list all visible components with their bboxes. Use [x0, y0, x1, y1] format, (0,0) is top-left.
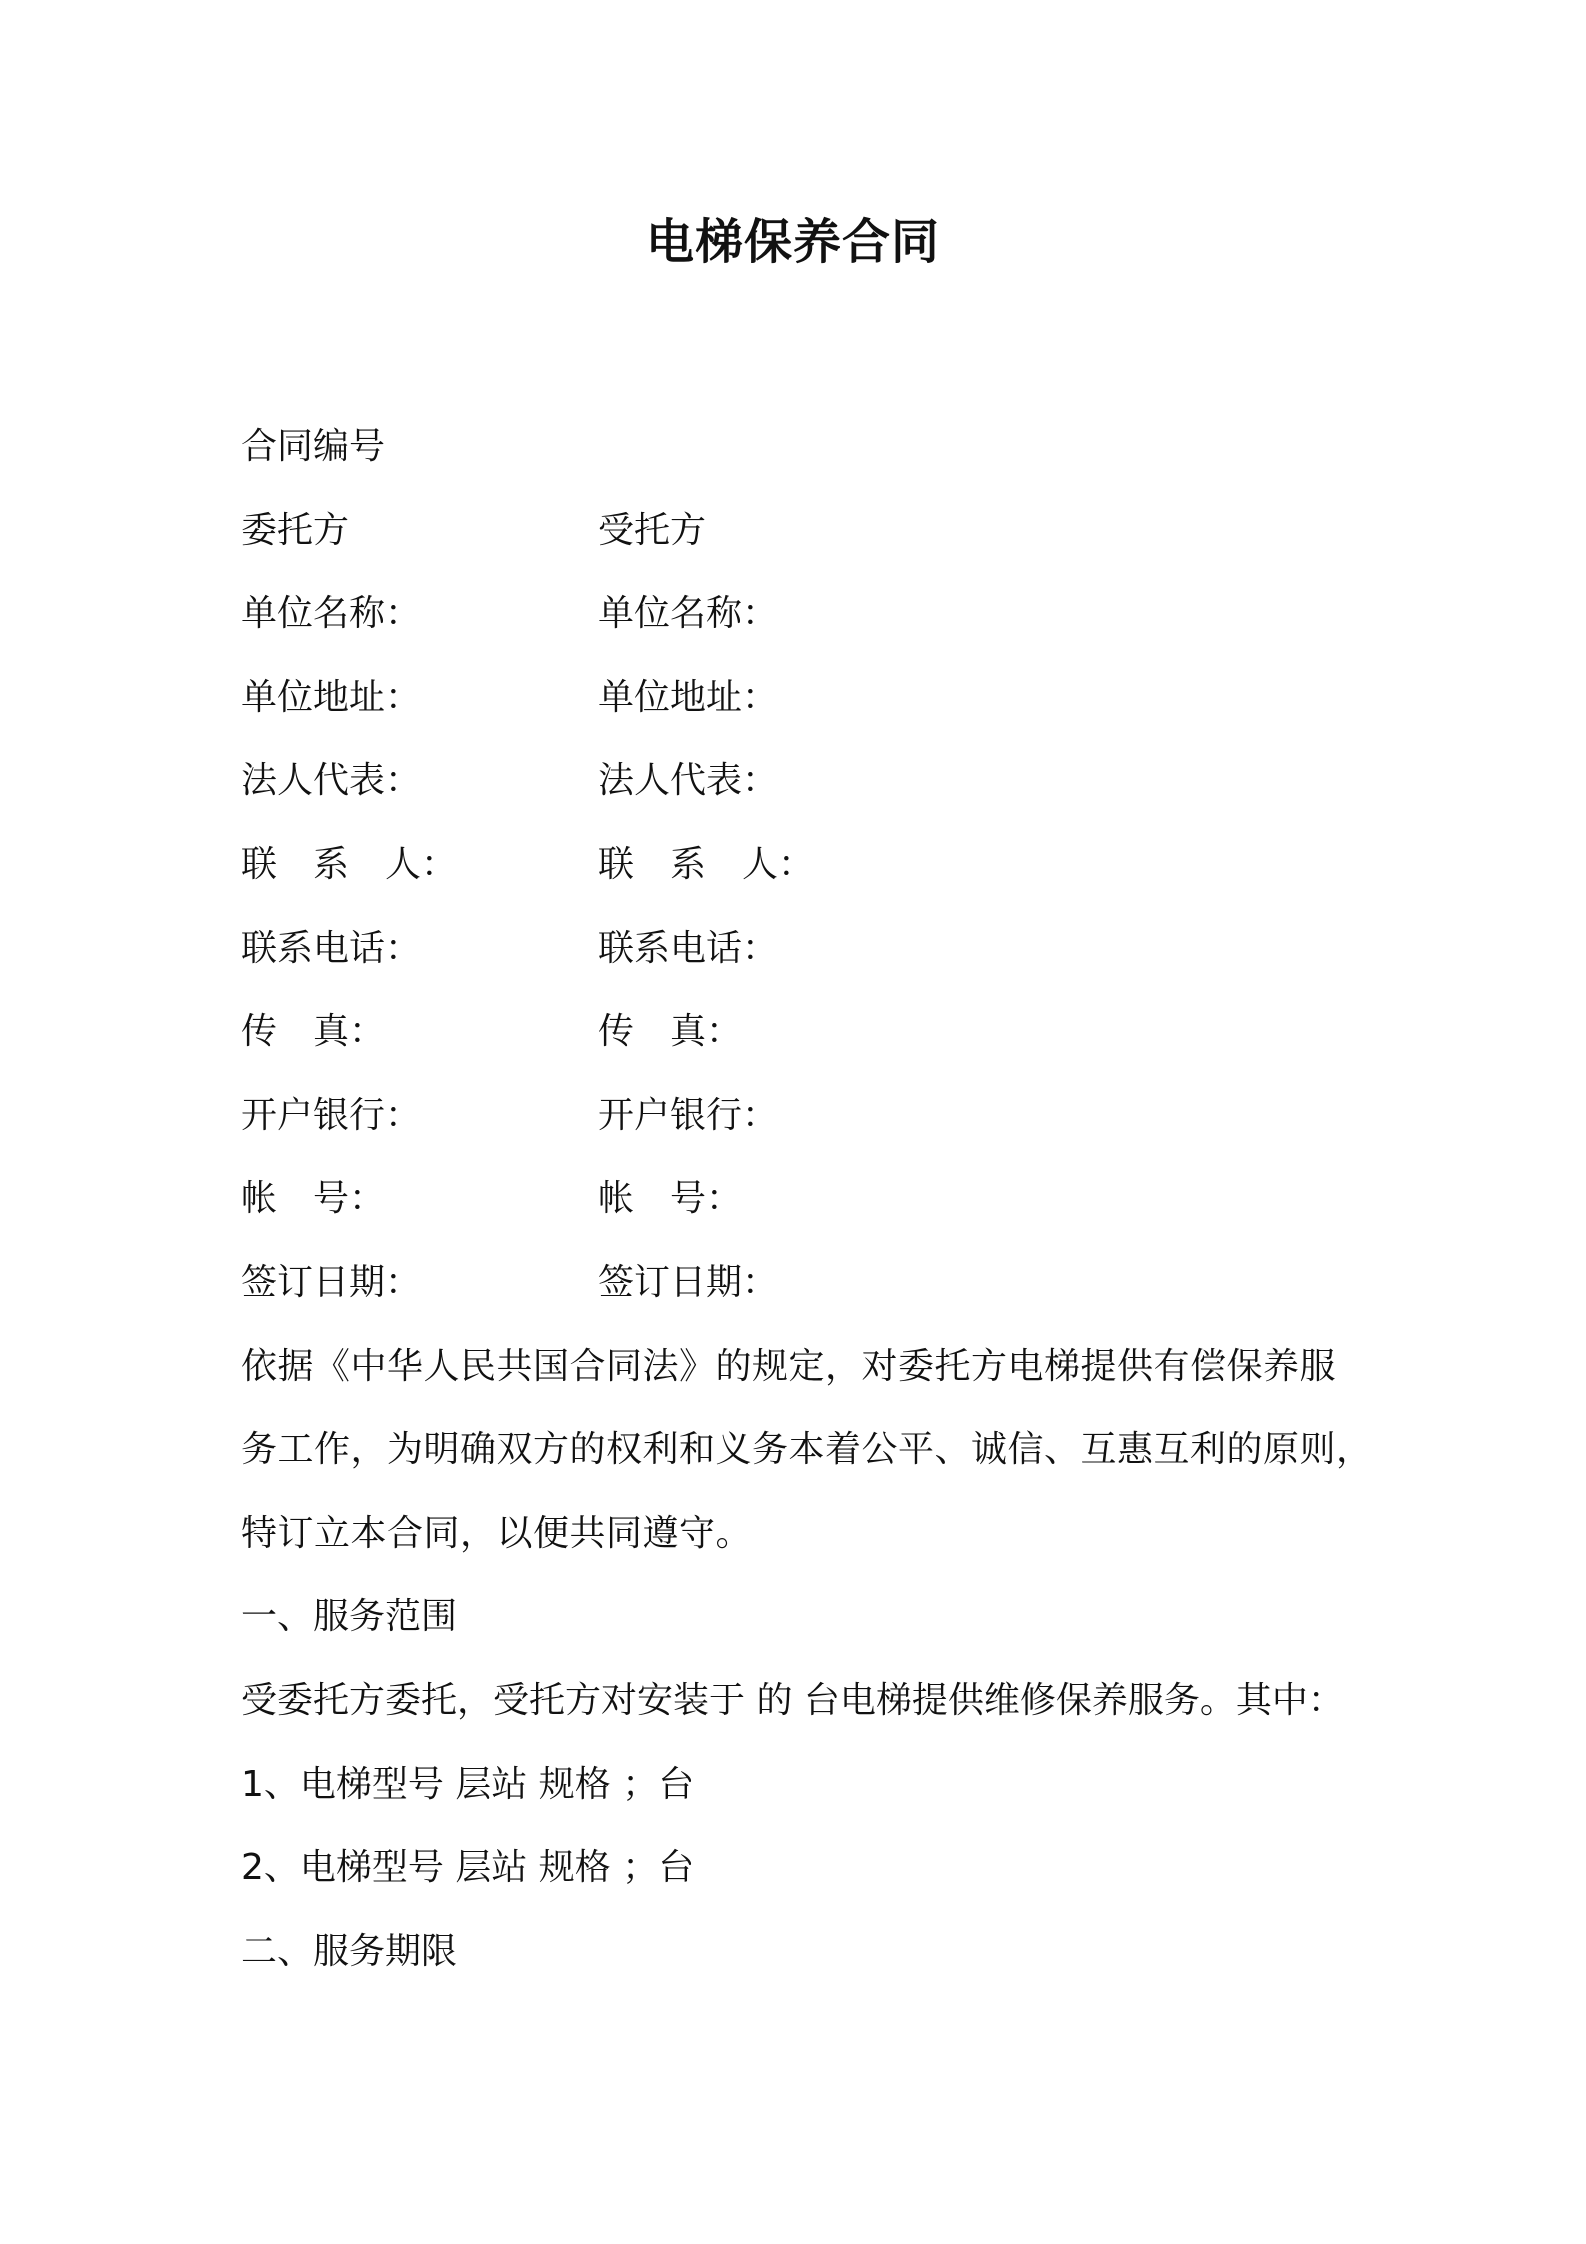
client-fax-label: 传 真：: [241, 1011, 386, 1053]
party-field-row: [241, 1074, 1371, 1158]
contractor-phone-label: 联系电话：: [598, 927, 779, 969]
preamble-line: 依据《中华人民共国合同法》的规定，对委托方电梯提供有偿保养服: [241, 1345, 1337, 1387]
contract-number-label: 合同编号: [241, 426, 386, 467]
service-scope-text: 受委托方委托，受托方对安装于 的 台电梯提供维修保养服务。其中：: [241, 1679, 1344, 1721]
preamble-line: 特订立本合同，以便共同遵守。: [241, 1512, 753, 1554]
contractor-sign-date-label: 签订日期：: [598, 1261, 779, 1303]
preamble-line: 务工作，为明确双方的权利和义务本着公平、诚信、互惠互利的原则，: [241, 1429, 1373, 1471]
document-body: [241, 405, 1371, 1993]
client-address-label: 单位地址：: [241, 676, 422, 718]
client-sign-date-label: 签订日期：: [241, 1261, 422, 1303]
contractor-contact-person-label: 联 系 人：: [598, 843, 815, 885]
section-heading-service-term: 二、服务期限: [241, 1930, 458, 1972]
contractor-fax-label: 传 真：: [598, 1011, 743, 1053]
party-header-row: [241, 489, 1371, 573]
client-account-label: 帐 号：: [241, 1178, 386, 1220]
party-field-row: [241, 907, 1371, 991]
preamble-paragraph: [241, 1325, 1371, 1576]
contractor-bank-label: 开户银行：: [598, 1094, 779, 1136]
party-field-row: [241, 1241, 1371, 1325]
elevator-item: 2、电梯型号 层站 规格 ；台: [241, 1847, 695, 1889]
party-field-row: [241, 656, 1371, 740]
client-contact-person-label: 联 系 人：: [241, 843, 458, 885]
client-bank-label: 开户银行：: [241, 1094, 422, 1136]
elevator-item: 1、电梯型号 层站 规格 ；台: [241, 1763, 695, 1805]
party-field-row: [241, 572, 1371, 656]
client-phone-label: 联系电话：: [241, 927, 422, 969]
contractor-party-header: 受托方: [598, 509, 707, 551]
contractor-legal-rep-label: 法人代表：: [598, 760, 779, 802]
party-field-row: [241, 823, 1371, 907]
client-party-header: 委托方: [241, 509, 350, 551]
contractor-address-label: 单位地址：: [598, 676, 779, 718]
client-company-name-label: 单位名称：: [241, 593, 422, 635]
document-title: 电梯保养合同: [645, 214, 940, 270]
client-legal-rep-label: 法人代表：: [241, 760, 422, 802]
party-field-row: [241, 1157, 1371, 1241]
contractor-company-name-label: 单位名称：: [598, 593, 779, 635]
section-heading-service-scope: 一、服务范围: [241, 1596, 458, 1638]
party-field-row: [241, 739, 1371, 823]
party-field-row: [241, 990, 1371, 1074]
contractor-account-label: 帐 号：: [598, 1178, 743, 1220]
